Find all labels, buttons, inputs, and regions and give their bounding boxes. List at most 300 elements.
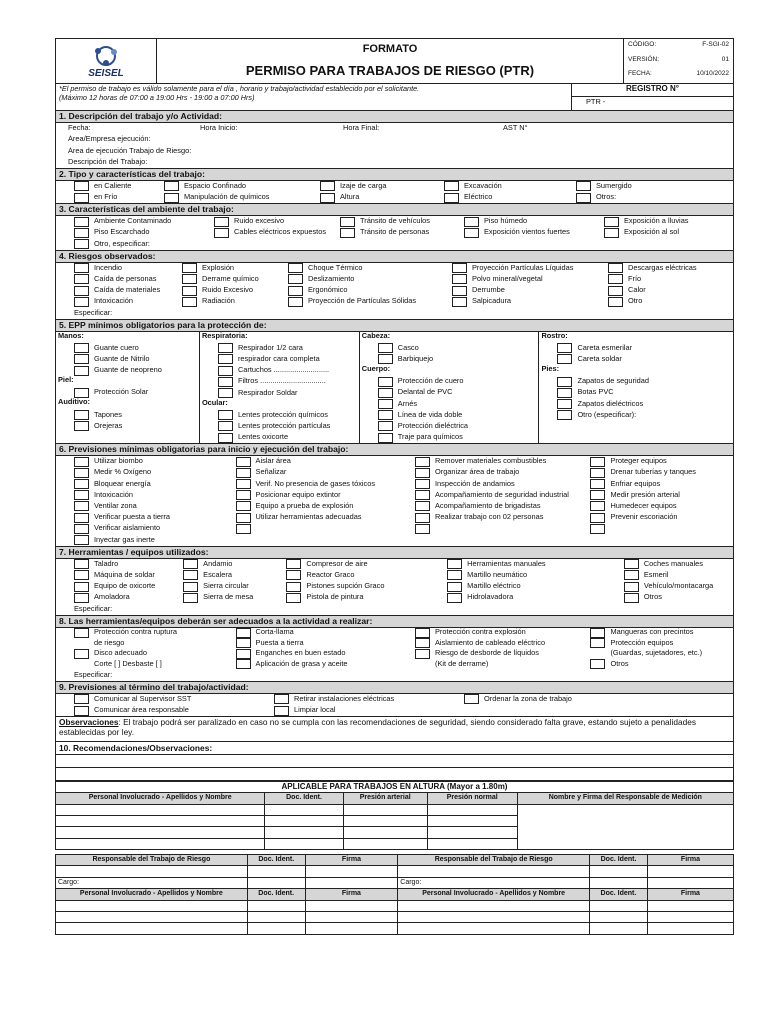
option-label: Arnés [397,398,418,408]
table-cell[interactable] [56,877,247,888]
table-cell[interactable] [647,912,733,923]
checkbox[interactable] [415,649,430,659]
table-cell[interactable] [398,866,590,877]
option-label: Proyección Partículas Líquidas [472,263,574,272]
option-label: Inyectar gas inerte [94,534,155,544]
validity-note [55,84,734,111]
checkbox[interactable] [378,399,393,409]
field-hora_final[interactable]: Hora Final: [343,124,380,133]
option-label: Ruido Excesivo [202,285,253,295]
checkbox[interactable] [590,479,605,489]
section-title: 6. Previsiones mínimas obligatorias para inicio y ejecución del trabajo: [59,444,349,455]
checkbox[interactable] [74,582,89,592]
registro-label: REGISTRO N° [626,84,679,93]
checkbox[interactable] [624,570,639,580]
table-cell[interactable] [590,900,648,911]
option-label: Tránsito de personas [360,227,430,237]
option-label: en Caliente [94,181,132,190]
checkbox[interactable] [590,659,605,669]
table-cell[interactable] [427,838,517,849]
option-label: Excavación [464,181,502,190]
option-label: Incendio [94,263,122,272]
checkbox[interactable] [604,217,619,227]
checkbox[interactable] [218,388,233,398]
checkbox[interactable] [218,433,233,443]
checkbox[interactable] [452,297,467,307]
option-label: Altura [340,192,360,202]
table-cell[interactable] [398,923,590,934]
checkbox[interactable] [415,638,430,648]
checkbox[interactable] [74,354,89,364]
table-cell[interactable] [305,900,398,911]
option-label: Manipulación de químicos [184,192,270,202]
checkbox[interactable] [74,228,89,238]
table-cell[interactable] [265,804,343,815]
table-cell[interactable] [427,804,517,815]
checkbox[interactable] [74,421,89,431]
section-10-recommendations [55,742,734,782]
table-cell[interactable] [398,877,590,888]
option-label: Señalizar [255,467,287,477]
option-label: Zapatos dieléctricos [577,398,644,408]
checkbox[interactable] [74,513,89,523]
checkbox[interactable] [557,388,572,398]
table-cell[interactable] [343,827,427,838]
checkbox[interactable] [604,228,619,238]
checkbox[interactable] [236,468,251,478]
checkbox[interactable] [236,628,251,638]
checkbox[interactable] [74,694,89,704]
checkbox[interactable] [444,193,459,203]
table-cell[interactable] [427,827,517,838]
checkbox[interactable] [590,490,605,500]
option-label: Vehículo/montacarga [643,581,714,591]
checkbox[interactable] [415,479,430,489]
column-header: Doc. Ident. [258,856,295,864]
column-header: Firma [341,890,361,898]
checkbox[interactable] [74,263,89,273]
checkbox[interactable] [590,457,605,467]
height-work-table [55,782,734,850]
field-ast[interactable]: AST N° [503,124,528,133]
checkbox[interactable] [183,582,198,592]
table-cell[interactable] [343,815,427,826]
group-header: Piel: [58,375,74,385]
recommendation-line[interactable] [56,755,733,768]
checkbox[interactable] [320,181,335,191]
option-label: Aislamiento de cableado eléctrico [434,637,546,647]
checkbox[interactable] [590,628,605,638]
option-label: Derrame químico [202,274,259,284]
table-cell[interactable] [247,923,305,934]
table-row [56,923,733,934]
table-cell[interactable] [247,900,305,911]
group-header: Auditivo: [58,397,91,407]
table-cell[interactable] [427,815,517,826]
checkbox[interactable] [236,513,251,523]
checkbox[interactable] [288,297,303,307]
checkbox[interactable] [444,181,459,191]
option-label: Medir presión arterial [610,489,680,499]
checkbox[interactable] [74,628,89,638]
checkbox[interactable] [74,559,89,569]
checkbox[interactable] [183,559,198,569]
option-label: Cables eléctricos expuestos [234,227,327,237]
table-cell[interactable] [590,923,648,934]
checkbox[interactable] [608,274,623,284]
option-label: Espacio Confinado [184,181,247,190]
group-header: Pies: [541,364,560,373]
checkbox[interactable] [74,490,89,500]
option-label: Compresor de aire [306,559,368,568]
field-hora_inicio[interactable]: Hora Inicio: [200,124,238,133]
checkbox[interactable] [378,343,393,353]
checkbox[interactable] [378,433,393,443]
checkbox[interactable] [447,593,462,603]
checkbox[interactable] [590,468,605,478]
checkbox[interactable] [415,501,430,511]
checkbox[interactable] [320,193,335,203]
checkbox[interactable] [74,501,89,511]
checkbox[interactable] [218,377,233,387]
checkbox[interactable] [378,388,393,398]
table-cell[interactable] [56,827,265,838]
checkbox[interactable] [182,286,197,296]
specify-field[interactable]: Especificar: [74,670,113,679]
column-header: Firma [680,890,700,898]
checkbox[interactable] [378,377,393,387]
column-header: Doc. Ident. [600,890,637,898]
checkbox[interactable] [590,513,605,523]
table-cell[interactable] [56,866,247,877]
option-label: Acompañamiento de brigadistas [434,501,541,511]
group-header: Manos: [58,330,84,340]
option-label: Andamio [203,559,233,568]
group-header: Ocular: [201,397,228,407]
table-cell[interactable] [56,923,247,934]
checkbox[interactable] [557,410,572,420]
checkbox[interactable] [452,263,467,273]
checkbox[interactable] [557,377,572,387]
table-cell[interactable] [590,912,648,923]
option-label: Protección Solar [94,387,149,397]
checkbox[interactable] [608,297,623,307]
checkbox[interactable] [286,570,301,580]
table-cell[interactable] [305,923,398,934]
checkbox[interactable] [452,286,467,296]
checkbox[interactable] [447,559,462,569]
checkbox[interactable] [214,228,229,238]
checkbox[interactable] [415,457,430,467]
checkbox[interactable] [464,694,479,704]
checkbox[interactable] [447,582,462,592]
checkbox[interactable] [288,274,303,284]
option-label: Botas PVC [577,387,614,397]
specify-field[interactable]: Especificar: [74,604,113,613]
checkbox[interactable] [164,181,179,191]
checkbox[interactable] [74,217,89,227]
checkbox[interactable] [378,410,393,420]
form-type-title: FORMATO [362,43,418,55]
checkbox[interactable] [447,570,462,580]
checkbox[interactable] [74,649,89,659]
option-label: Izaje de carga [340,181,387,190]
option-label: Tapones [94,409,122,419]
checkbox[interactable] [576,181,591,191]
title-box [157,39,624,83]
table-cell[interactable] [647,923,733,934]
checkbox[interactable] [590,501,605,511]
checkbox[interactable] [74,535,89,545]
table-cell[interactable] [398,900,590,911]
section-7-tools [55,547,734,616]
option-label: Calor [628,285,646,295]
checkbox[interactable] [182,274,197,284]
checkbox[interactable] [218,354,233,364]
section-title: 4. Riesgos observados: [59,250,156,261]
option-label: (Kit de derrame) [434,658,489,668]
option-label: Guante de Nitrilo [94,353,150,363]
table-cell[interactable] [305,912,398,923]
checkbox[interactable] [590,638,605,648]
checkbox[interactable] [218,366,233,376]
checkbox[interactable] [415,628,430,638]
form-header [55,38,734,84]
option-label: Aislar área [255,456,291,466]
option-label: Traje para químicos [397,432,463,442]
option-label: Intoxicación [94,296,134,306]
checkbox[interactable] [288,263,303,273]
company-logo [56,39,157,83]
checkbox[interactable] [624,559,639,569]
option-label: Radiación [202,296,235,306]
option-label: Coches manuales [643,559,703,568]
checkbox[interactable] [557,399,572,409]
checkbox[interactable] [236,457,251,467]
option-label: Cartuchos ........................... [237,365,330,375]
table-cell[interactable] [265,815,343,826]
checkbox[interactable] [74,468,89,478]
checkbox[interactable] [288,286,303,296]
cargo-label: Cargo: [400,878,422,886]
table-title: APLICABLE PARA TRABAJOS EN ALTURA (Mayor a 1.80m) [281,782,508,792]
checkbox[interactable] [218,410,233,420]
option-label: Delantal de PVC [397,387,453,397]
checkbox[interactable] [218,343,233,353]
checkbox[interactable] [74,274,89,284]
checkbox[interactable] [608,263,623,273]
option-label: Humedecer equipos [610,501,677,511]
option-label: Ruido excesivo [234,216,285,226]
table-cell[interactable] [647,866,733,877]
option-label: Otro [628,296,643,306]
option-label: Posicionar equipo extintor [255,489,341,499]
checkbox[interactable] [74,297,89,307]
checkbox[interactable] [340,228,355,238]
option-label: Barbiquejo [397,353,434,363]
checkbox[interactable] [74,570,89,580]
option-label: Lentes protección partículas [237,420,331,430]
option-label: Limpiar local [294,705,336,715]
table-cell[interactable] [56,815,265,826]
option-label: Mangueras con precintos [610,627,694,637]
checkbox[interactable] [415,524,430,534]
group-header: Cabeza: [361,330,391,340]
option-label: Verificar aislamiento [94,523,161,533]
checkbox[interactable] [340,217,355,227]
option-label: Utilizar biombo [94,456,143,466]
checkbox[interactable] [236,524,251,534]
checkbox[interactable] [415,490,430,500]
table-cell[interactable] [517,804,733,849]
checkbox[interactable] [74,410,89,420]
option-label: Derrumbe [472,285,505,295]
table-cell[interactable] [247,912,305,923]
specify-field[interactable]: Especificar: [74,308,113,317]
table-cell[interactable] [590,877,648,888]
checkbox[interactable] [557,354,572,364]
checkbox[interactable] [464,217,479,227]
table-cell[interactable] [305,866,398,877]
svg-text:SEISEL: SEISEL [88,68,124,79]
option-label: Lentes oxicorte [237,432,289,442]
table-cell[interactable] [398,912,590,923]
table-cell[interactable] [647,877,733,888]
option-label: Puesta a tierra [255,637,304,647]
checkbox[interactable] [74,524,89,534]
checkbox[interactable] [576,193,591,203]
option-label: Ambiente Contaminado [94,216,172,226]
checkbox[interactable] [74,181,89,191]
checkbox[interactable] [74,479,89,489]
option-label: Intoxicación [94,489,134,499]
checkbox[interactable] [624,582,639,592]
checkbox[interactable] [182,297,197,307]
option-label: Remover materiales combustibles [434,456,547,466]
field-line[interactable]: Área/Empresa ejecución: [68,135,151,144]
checkbox[interactable] [415,468,430,478]
option-label: Herramientas manuales [467,559,546,568]
checkbox[interactable] [74,239,89,249]
checkbox[interactable] [286,559,301,569]
checkbox[interactable] [274,706,289,716]
field-line[interactable]: Descripción del Trabajo: [68,157,148,166]
checkbox[interactable] [214,217,229,227]
option-label: Caída de personas [94,274,157,284]
field-line[interactable]: Área de ejecución Trabajo de Riesgo: [68,146,192,155]
checkbox[interactable] [236,638,251,648]
checkbox[interactable] [74,457,89,467]
form-title: PERMISO PARA TRABAJOS DE RIESGO (PTR) [245,63,535,79]
checkbox[interactable] [183,570,198,580]
meta-label: VERSIÓN: [628,55,660,63]
table-cell[interactable] [343,804,427,815]
checkbox[interactable] [415,513,430,523]
option-label: Otros [643,592,662,602]
checkbox[interactable] [182,263,197,273]
checkbox[interactable] [236,649,251,659]
table-cell[interactable] [647,900,733,911]
checkbox[interactable] [624,593,639,603]
option-label: Enfriar equipos [610,478,661,488]
recommendation-line[interactable] [56,768,733,781]
checkbox[interactable] [557,343,572,353]
table-cell[interactable] [56,912,247,923]
checkbox[interactable] [378,421,393,431]
checkbox[interactable] [236,501,251,511]
checkbox[interactable] [464,228,479,238]
table-cell[interactable] [56,900,247,911]
option-label: Ventilar zona [94,501,137,511]
option-label: Prevenir escoriación [610,512,678,522]
checkbox[interactable] [608,286,623,296]
checkbox[interactable] [74,388,89,398]
option-label: Casco [397,342,419,352]
checkbox[interactable] [164,193,179,203]
checkbox[interactable] [218,421,233,431]
checkbox[interactable] [452,274,467,284]
column-header: Firma [680,856,700,864]
table-cell[interactable] [56,838,265,849]
checkbox[interactable] [74,343,89,353]
section-6-provisions [55,444,734,547]
option-label: Escalera [203,570,232,579]
table-cell[interactable] [247,877,305,888]
column-header: Personal Involucrado - Apellidos y Nombre [422,890,566,898]
checkbox[interactable] [74,286,89,296]
field-fecha[interactable]: Fecha: [68,124,91,133]
option-label: Sierra de mesa [203,592,254,602]
option-label: respirador cara completa [237,353,320,363]
checkbox[interactable] [74,366,89,376]
checkbox[interactable] [74,706,89,716]
checkbox[interactable] [236,490,251,500]
option-label: Sierra circular [203,581,249,591]
checkbox[interactable] [236,479,251,489]
option-label: Pistola de pintura [306,592,364,602]
checkbox[interactable] [286,593,301,603]
table-cell[interactable] [343,838,427,849]
column-header: Nombre y Firma del Responsable de Medición [548,794,702,802]
checkbox[interactable] [74,193,89,203]
ptr-number-field[interactable]: PTR - [586,97,606,106]
option-label: Corte [ ] Desbaste [ ] [94,658,162,668]
checkbox[interactable] [590,524,605,534]
checkbox[interactable] [286,582,301,592]
option-label: Protección dieléctrica [397,420,469,430]
checkbox[interactable] [274,694,289,704]
option-label: Exposición a lluvias [624,216,689,226]
option-label: Martillo eléctrico [467,581,521,591]
option-label: Acompañamiento de seguridad industrial [434,489,569,499]
section-title: 3. Características del ambiente del trabajo: [59,204,234,215]
table-row [56,804,733,815]
option-label: Eléctrico [464,192,493,202]
table-cell[interactable] [56,804,265,815]
table-row [56,866,733,877]
table-cell[interactable] [265,838,343,849]
checkbox[interactable] [378,354,393,364]
checkbox[interactable] [236,659,251,669]
column-header: Presión normal [446,794,498,802]
checkbox[interactable] [183,593,198,603]
column-header: Personal Involucrado - Apellidos y Nombre [79,890,223,898]
checkbox[interactable] [74,593,89,603]
table-cell[interactable] [265,827,343,838]
table-cell[interactable] [305,877,398,888]
table-cell[interactable] [247,866,305,877]
table-cell[interactable] [590,866,648,877]
